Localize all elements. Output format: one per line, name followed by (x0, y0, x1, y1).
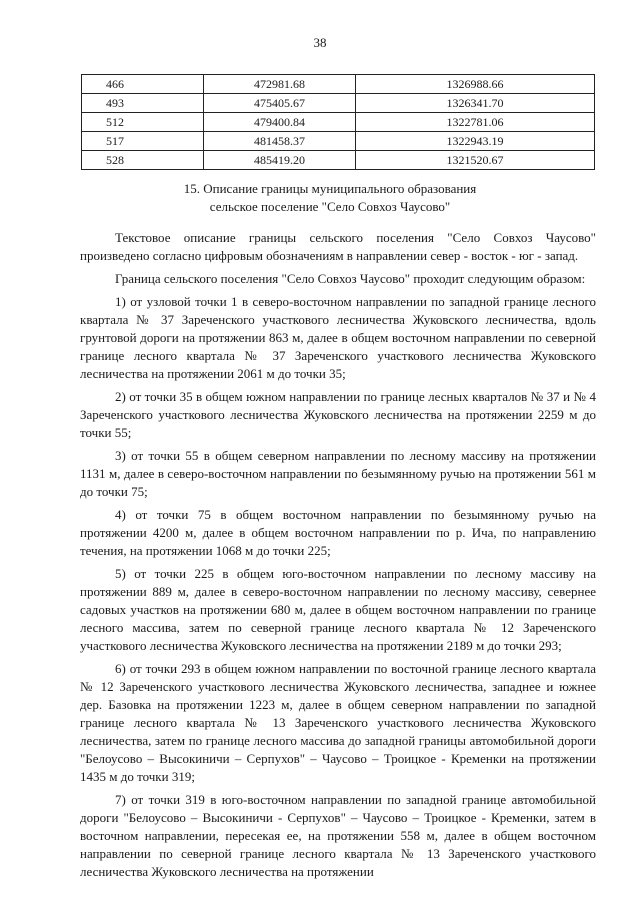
page-number: 38 (313, 35, 327, 50)
paragraph-item-2: 2) от точки 35 в общем южном направлении по границе лесных кварталов № 37 и № 4 Зареченского участкового лесничества Жуковского лесничества на протяжении 2259 м до точки 55; (80, 389, 596, 440)
point-number-cell: 512 (82, 113, 204, 132)
point-number-cell: 466 (82, 75, 204, 94)
x-coordinate-cell: 475405.67 (204, 94, 356, 113)
section-title (60, 180, 600, 216)
y-coordinate-cell: 1322781.06 (355, 113, 594, 132)
y-coordinate-cell: 1326341.70 (355, 94, 594, 113)
y-coordinate-cell: 1321520.67 (355, 151, 594, 170)
table-row (82, 75, 595, 94)
x-coordinate-cell: 481458.37 (204, 132, 356, 151)
paragraph-item-6: 6) от точки 293 в общем южном направлении по восточной границе лесного квартала № 12 Зареченского участкового лесничества Жуковского лесничества, западнее и южнее дер. Базовка на протяжении 1223 м, далее в общем северном направлении по западной границе лесного квартала № 13 Зареченского участкового лесничества Жуковского лесничества, затем по границе лесного массива до западной границы автомобильной дороги "Белоусово – Высокиничи – Серпухов" – Чаусово – Троицкое - Кременки на протяжении 1435 м до точки 319; (80, 661, 596, 784)
point-number-cell: 517 (82, 132, 204, 151)
paragraph-route-intro: Граница сельского поселения "Село Совхоз Чаусово" проходит следующим образом: (115, 271, 586, 286)
x-coordinate-cell: 479400.84 (204, 113, 356, 132)
x-coordinate-cell: 472981.68 (204, 75, 356, 94)
coordinates-table (81, 74, 595, 170)
y-coordinate-cell: 1322943.19 (355, 132, 594, 151)
table-row (82, 132, 595, 151)
paragraph-item-3: 3) от точки 55 в общем северном направлении по лесному массиву на протяжении 1131 м, далее в северо-восточном направлении по безымянному ручью на протяжении 561 м до точки 75; (80, 448, 596, 499)
table-row (82, 94, 595, 113)
section-title-line-1: 15. Описание границы муниципального образования (183, 181, 477, 196)
table-row (82, 113, 595, 132)
section-title-line-2: сельское поселение "Село Совхоз Чаусово" (209, 199, 451, 214)
point-number-cell: 493 (82, 94, 204, 113)
paragraph-item-5: 5) от точки 225 в общем юго-восточном направлении по лесному массиву на протяжении 889 м, далее в северо-восточном направлении по лесному массиву, севернее садовых участков на протяжении 680 м, далее в общем восточном направлении по границе лесного массива, затем по северной границе лесного квартала № 12 Зареченского участкового лесничества Жуковского лесничества на протяжении 2189 м до точки 293; (80, 566, 596, 653)
paragraph-item-4: 4) от точки 75 в общем восточном направлении по безымянному ручью на протяжении 4200 м, далее в общем восточном направлении по р. Ича, по направлению течения, на протяжении 1068 м до точки 225; (80, 507, 596, 558)
y-coordinate-cell: 1326988.66 (355, 75, 594, 94)
x-coordinate-cell: 485419.20 (204, 151, 356, 170)
paragraph-item-1: 1) от узловой точки 1 в северо-восточном направлении по западной границе лесного квартала № 37 Зареченского участкового лесничества Жуковского лесничества, вдоль грунтовой дороги на протяжении 863 м, далее в общем восточном направлении по северной границе лесного квартала № 37 Зареченского участкового лесничества Жуковского лесничества на протяжении 2061 м до точки 35; (80, 294, 596, 381)
table-row (82, 151, 595, 170)
paragraph-intro: Текстовое описание границы сельского поселения "Село Совхоз Чаусово" произведено согласно цифровым обозначениям в направлении север - восток - юг - запад. (80, 230, 596, 263)
paragraph-item-7: 7) от точки 319 в юго-восточном направлении по западной границе автомобильной дороги "Белоусово – Высокиничи - Серпухов" – Чаусово – Троицкое - Кременки, затем в восточном направлении, пересекая ее, на протяжении 558 м, далее в общем восточном направлении по северной границе лесного квартала № 13 Зареченского участкового лесничества Жуковского лесничества на протяжении (80, 792, 596, 879)
point-number-cell: 528 (82, 151, 204, 170)
boundary-description (80, 229, 596, 886)
